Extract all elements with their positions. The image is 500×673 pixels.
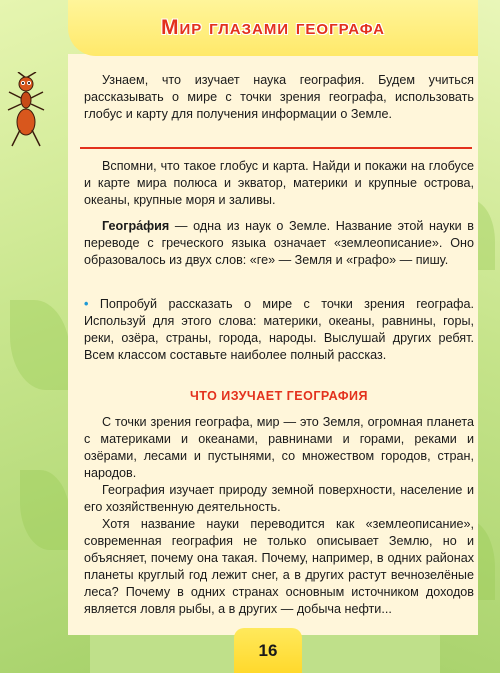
body-text [84, 414, 474, 618]
body-paragraph: С точки зрения географа, мир — это Земля, огромная планета с материками и океанами, равнинами и горами, реками и озёрами, лесами и пустынями, со множеством городов, стран, народов. [84, 415, 474, 480]
task-text: Попробуй рассказать о мире с точки зрения географа. Используй для этого слова: материки, океаны, равнины, горы, реки, озёра, страны, города, народы. Выслушай других ребят. Всем классом составьте наиболее полный рассказ. [84, 297, 474, 362]
task-paragraph [84, 296, 474, 364]
title-banner [68, 0, 478, 56]
ant-icon [6, 72, 46, 152]
body-paragraph: География изучает природу земной поверхности, население и его хозяйственную деятельность. [84, 483, 474, 514]
bullet-icon: • [84, 297, 89, 311]
page-number-tab [234, 628, 302, 673]
page-number: 16 [258, 640, 278, 660]
recall-paragraph: Вспомни, что такое глобус и карта. Найди и покажи на глобусе и карте мира полюса и экватор, материки и крупные острова, океаны, крупные моря и заливы. [84, 159, 474, 207]
definition-paragraph [84, 218, 474, 269]
section-heading: ЧТО ИЗУЧАЕТ ГЕОГРАФИЯ [190, 389, 368, 403]
intro-paragraph: Узнаем, что изучает наука география. Будем учиться рассказывать о мире с точки зрения географа, использовать глобус и карту для получения информации о Земле. [84, 73, 474, 121]
page-title: Мир глазами географа [160, 16, 386, 39]
section-divider [80, 147, 472, 149]
definition-text: — одна из наук о Земле. Название этой науки в переводе с греческого языка означает «землеописание». Оно образовалось из двух слов: «ге» — Земля и «графо» — пишу. [84, 219, 474, 267]
definition-term: Геогра́фия [102, 219, 170, 233]
body-paragraph: Хотя название науки переводится как «землеописание», современная география не только описывает Землю, но и объясняет, почему она такая. Почему, например, в одних районах планеты круглый год лежит снег, а в других растут вечнозелёные леса? Почему в одних странах основным источником доходов является ловля рыбы, а в других — добыча нефти... [84, 517, 474, 616]
